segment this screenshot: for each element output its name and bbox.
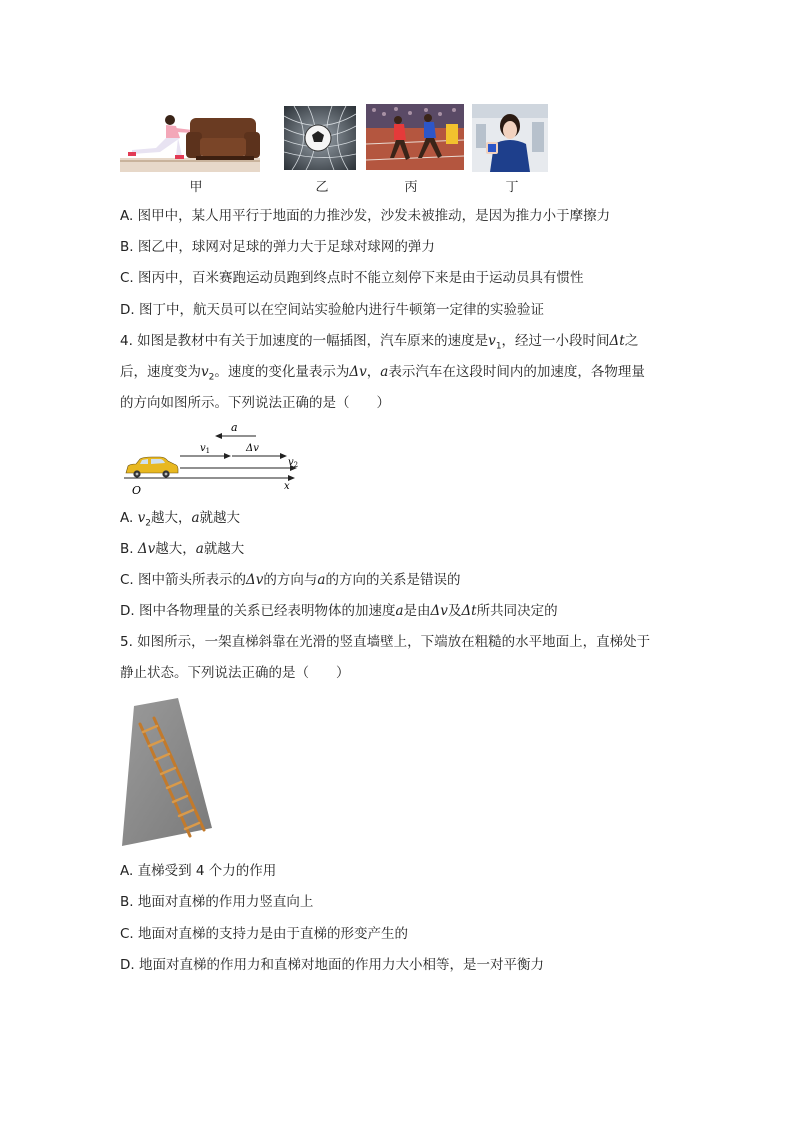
- q5-option-b: B. 地面对直梯的作用力竖直向上: [120, 894, 314, 910]
- caption-ding: 丁: [505, 180, 519, 195]
- q4-stem-line1: 4. 如图是教材中有关于加速度的一幅插图，汽车原来的速度是$v_1$，经过一小段时间Δt之: [120, 333, 639, 352]
- car-icon: [126, 457, 178, 478]
- q3-option-b: B. 图乙中，球网对足球的弹力大于足球对球网的弹力: [120, 239, 435, 255]
- figure-bing-sprinters: [366, 104, 464, 170]
- q4-option-a: A. $v_2$越大，a就越大: [120, 510, 241, 529]
- q3-option-a: A. 图甲中，某人用平行于地面的力推沙发，沙发未被推动，是因为推力小于摩擦力: [120, 208, 611, 224]
- q4-option-d: D. 图中各物理量的关系已经表明物体的加速度a是由Δv及Δt所共同决定的: [120, 603, 558, 619]
- q5-stem-line2: 静止状态。下列说法正确的是（ ）: [120, 665, 350, 681]
- figure-yi-soccer-net: [284, 106, 356, 170]
- caption-jia: 甲: [189, 180, 203, 195]
- figure-ding-astronaut: [472, 104, 548, 172]
- figure-jia-sofa: [120, 108, 260, 172]
- q4-option-c: C. 图中箭头所表示的Δv的方向与a的方向的关系是错误的: [120, 572, 461, 588]
- caption-yi: 乙: [315, 180, 329, 195]
- fig-label-a: a: [231, 421, 238, 434]
- q4-stem-line2: 后，速度变为$v_2$。速度的变化量表示为Δv，a表示汽车在这段时间内的加速度，各物理量: [120, 364, 645, 383]
- q5-option-a: A. 直梯受到 4 个力的作用: [120, 863, 277, 879]
- q4-acceleration-figure: [118, 418, 318, 500]
- caption-bing: 丙: [404, 180, 418, 195]
- q5-option-d: D. 地面对直梯的作用力和直梯对地面的作用力大小相等，是一对平衡力: [120, 957, 544, 973]
- q3-option-c: C. 图丙中，百米赛跑运动员跑到终点时不能立刻停下来是由于运动员具有惯性: [120, 270, 584, 286]
- fig-label-v1: $v_1$: [200, 443, 211, 455]
- fig-label-x: x: [284, 481, 290, 492]
- q3-option-d: D. 图丁中，航天员可以在空间站实验舱内进行牛顿第一定律的实验验证: [120, 302, 544, 318]
- fig-label-O: O: [132, 484, 142, 497]
- fig-label-v2: $v_2$: [288, 457, 299, 469]
- q5-stem-line1: 5. 如图所示，一架直梯斜靠在光滑的竖直墙壁上，下端放在粗糙的水平地面上，直梯处于: [120, 634, 651, 650]
- q4-stem-line3: 的方向如图所示。下列说法正确的是（ ）: [120, 395, 390, 411]
- q5-ladder-figure: [120, 696, 220, 848]
- q4-option-b: B. Δv越大，a就越大: [120, 541, 245, 557]
- q5-option-c: C. 地面对直梯的支持力是由于直梯的形变产生的: [120, 926, 409, 942]
- fig-label-dv: Δv: [246, 443, 259, 454]
